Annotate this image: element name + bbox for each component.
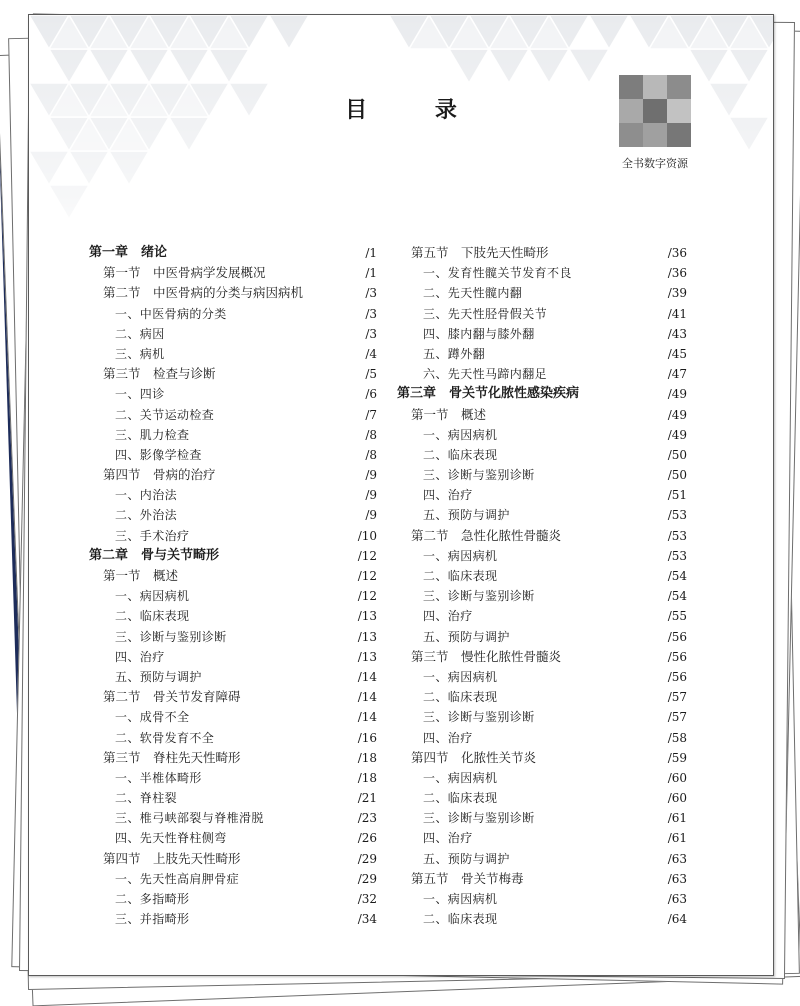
toc-page-number: /43 — [667, 326, 687, 341]
toc-chapter[interactable] — [397, 384, 687, 404]
toc-page-number: /60 — [667, 791, 687, 806]
toc-entry-title: 第一节 概述 — [411, 406, 487, 422]
toc-subsection[interactable] — [397, 344, 687, 364]
toc-entry-title: 四、先天性脊柱侧弯 — [115, 831, 227, 846]
toc-subsection[interactable] — [89, 808, 377, 828]
toc-entry-title: 一、四诊 — [115, 387, 165, 402]
toc-entry-title: 一、病因病机 — [423, 669, 498, 684]
toc-entry-title: 一、成骨不全 — [115, 710, 190, 725]
toc-subsection[interactable] — [397, 909, 687, 929]
toc-entry-title: 三、诊断与鉴别诊断 — [115, 629, 227, 644]
toc-page-number: /45 — [667, 346, 687, 361]
toc-page-number: /23 — [357, 811, 377, 826]
toc-page — [28, 14, 774, 976]
toc-entry-title: 三、诊断与鉴别诊断 — [423, 468, 535, 483]
toc-entry-title: 一、中医骨病的分类 — [115, 306, 227, 321]
toc-page-number: /64 — [667, 912, 687, 927]
toc-entry-title: 一、内治法 — [115, 488, 178, 503]
toc-entry-title: 二、脊柱裂 — [115, 791, 178, 806]
toc-entry-title: 三、并指畸形 — [115, 912, 190, 927]
toc-subsection[interactable] — [89, 889, 377, 909]
toc-page-number: /49 — [667, 407, 687, 422]
toc-entry-title: 五、预防与调护 — [423, 508, 510, 523]
toc-page-number: /21 — [357, 791, 377, 806]
toc-page-number: /1 — [365, 246, 377, 260]
toc-page-number: /14 — [357, 710, 377, 725]
toc-page-number: /3 — [365, 326, 377, 341]
toc-entry-title: 五、预防与调护 — [423, 629, 510, 644]
toc-entry-title: 第三章 骨关节化脓性感染疾病 — [397, 386, 580, 402]
toc-page-number: /53 — [667, 528, 687, 543]
toc-page-number: /3 — [365, 286, 377, 301]
toc-page-number: /54 — [667, 589, 687, 604]
toc-entry-title: 第三节 检查与诊断 — [103, 366, 216, 382]
toc-subsection[interactable] — [397, 768, 687, 788]
toc-page-number: /63 — [667, 892, 687, 906]
toc-subsection[interactable] — [89, 304, 377, 324]
toc-entry-title: 一、先天性高肩胛骨症 — [115, 871, 240, 886]
toc-entry-title: 三、诊断与鉴别诊断 — [423, 811, 535, 826]
toc-subsection[interactable] — [89, 526, 377, 546]
toc-page-number: /13 — [357, 609, 377, 624]
toc-entry-title: 四、治疗 — [423, 831, 473, 846]
toc-page-number: /41 — [667, 306, 687, 321]
toc-entry-title: 第一节 概述 — [103, 568, 179, 583]
toc-subsection[interactable] — [397, 808, 687, 828]
toc-subsection[interactable] — [397, 788, 687, 808]
toc-entry-title: 三、诊断与鉴别诊断 — [423, 710, 535, 725]
toc-subsection[interactable] — [397, 667, 687, 687]
toc-entry-title: 第三节 脊柱先天性畸形 — [103, 749, 241, 765]
toc-subsection[interactable] — [397, 606, 687, 626]
toc-entry-title: 三、病机 — [115, 346, 165, 361]
toc-subsection[interactable] — [89, 728, 377, 748]
toc-subsection[interactable] — [397, 485, 687, 505]
toc-entry-title: 一、病因病机 — [115, 589, 190, 604]
toc-subsection[interactable] — [89, 445, 377, 465]
toc-subsection[interactable] — [397, 364, 687, 384]
toc-entry-title: 第一节 中医骨病学发展概况 — [103, 265, 266, 281]
toc-page-number: /18 — [357, 750, 377, 765]
toc-section[interactable] — [89, 283, 377, 303]
toc-page-number: /29 — [357, 851, 377, 866]
page-title: 目 录 — [345, 98, 487, 123]
toc-entry-title: 四、膝内翻与膝外翻 — [423, 326, 535, 341]
toc-page-number: /9 — [365, 488, 377, 503]
toc-subsection[interactable] — [89, 384, 377, 404]
toc-subsection[interactable] — [89, 828, 377, 848]
toc-entry-title: 二、多指畸形 — [115, 892, 190, 906]
toc-entry-title: 三、椎弓峡部裂与脊椎滑脱 — [115, 811, 264, 826]
toc-page-number: /16 — [357, 730, 377, 745]
toc-subsection[interactable] — [397, 283, 687, 303]
toc-page-number: /36 — [667, 246, 687, 260]
toc-entry-title: 三、先天性胫骨假关节 — [423, 306, 548, 321]
toc-subsection[interactable] — [397, 304, 687, 324]
toc-page-number: /5 — [365, 367, 377, 382]
toc-page-number: /14 — [357, 669, 377, 684]
toc-page-number: /53 — [667, 548, 687, 563]
toc-page-number: /58 — [667, 730, 687, 745]
toc-page-number: /61 — [667, 811, 687, 826]
qr-code-icon[interactable] — [619, 75, 691, 147]
toc-section[interactable] — [397, 243, 687, 263]
toc-page-number: /8 — [365, 447, 377, 462]
toc-entry-title: 第二章 骨与关节畸形 — [89, 547, 220, 563]
toc-entry-title: 二、先天性髋内翻 — [423, 286, 523, 301]
toc-left-column — [89, 243, 377, 929]
toc-subsection[interactable] — [89, 505, 377, 525]
toc-subsection[interactable] — [89, 344, 377, 364]
toc-subsection[interactable] — [89, 405, 377, 425]
toc-subsection[interactable] — [89, 485, 377, 505]
toc-entry-title: 二、关节运动检查 — [115, 407, 215, 422]
toc-subsection[interactable] — [397, 889, 687, 909]
toc-entry-title: 一、半椎体畸形 — [115, 770, 202, 785]
toc-page-number: /14 — [357, 690, 377, 705]
toc-entry-title: 一、病因病机 — [423, 427, 498, 442]
toc-page-number: /56 — [667, 649, 687, 664]
toc-entry-title: 二、临床表现 — [423, 690, 498, 705]
toc-section[interactable] — [397, 869, 687, 889]
toc-entry-title: 第四节 骨病的治疗 — [103, 467, 216, 483]
toc-page-number: /18 — [357, 770, 377, 785]
toc-subsection[interactable] — [397, 728, 687, 748]
toc-entry-title: 四、影像学检查 — [115, 447, 202, 462]
toc-page-number: /56 — [667, 669, 687, 684]
toc-subsection[interactable] — [397, 849, 687, 869]
toc-subsection[interactable] — [397, 546, 687, 566]
toc-section[interactable] — [397, 526, 687, 546]
toc-entry-title: 第二节 急性化脓性骨髓炎 — [411, 527, 562, 543]
toc-section[interactable] — [89, 748, 377, 768]
toc-section[interactable] — [397, 748, 687, 768]
toc-page-number: /12 — [357, 548, 377, 563]
toc-entry-title: 一、发育性髋关节发育不良 — [423, 266, 572, 281]
toc-page-number: /32 — [357, 892, 377, 906]
toc-subsection[interactable] — [89, 324, 377, 344]
toc-subsection[interactable] — [397, 445, 687, 465]
toc-subsection[interactable] — [397, 566, 687, 586]
toc-page-number: /13 — [357, 649, 377, 664]
toc-page-number: /49 — [667, 387, 687, 402]
toc-page-number: /13 — [357, 629, 377, 644]
toc-entry-title: 第四节 上肢先天性畸形 — [103, 850, 241, 866]
toc-subsection[interactable] — [397, 505, 687, 525]
toc-page-number: /3 — [365, 306, 377, 321]
toc-entry-title: 第三节 慢性化脓性骨髓炎 — [411, 648, 562, 664]
toc-subsection[interactable] — [397, 465, 687, 485]
toc-entry-title: 二、外治法 — [115, 508, 178, 523]
toc-page-number: /49 — [667, 427, 687, 442]
toc-subsection[interactable] — [397, 425, 687, 445]
toc-subsection[interactable] — [397, 263, 687, 283]
toc-section[interactable] — [397, 405, 687, 425]
toc-subsection[interactable] — [89, 788, 377, 808]
toc-page-number: /34 — [357, 912, 377, 927]
toc-entry-title: 第四节 化脓性关节炎 — [411, 749, 537, 765]
toc-entry-title: 二、临床表现 — [423, 912, 498, 927]
toc-entry-title: 二、临床表现 — [423, 791, 498, 806]
toc-chapter[interactable] — [89, 546, 377, 566]
toc-entry-title: 五、预防与调护 — [423, 851, 510, 866]
toc-page-number: /26 — [357, 831, 377, 846]
toc-page-number: /50 — [667, 468, 687, 483]
toc-entry-title: 三、肌力检查 — [115, 427, 190, 442]
toc-subsection[interactable] — [89, 647, 377, 667]
toc-chapter[interactable] — [89, 243, 377, 263]
toc-entry-title: 二、病因 — [115, 326, 165, 341]
toc-page-number: /54 — [667, 569, 687, 583]
toc-page-number: /10 — [357, 528, 377, 543]
toc-entry-title: 第二节 骨关节发育障碍 — [103, 689, 241, 705]
toc-page-number: /61 — [667, 831, 687, 846]
toc-subsection[interactable] — [89, 909, 377, 929]
toc-section[interactable] — [89, 849, 377, 869]
toc-right-column — [397, 243, 687, 929]
toc-entry-title: 一、病因病机 — [423, 770, 498, 785]
toc-subsection[interactable] — [397, 627, 687, 647]
toc-subsection[interactable] — [397, 324, 687, 344]
toc-page-number: /57 — [667, 710, 687, 725]
toc-page-number: /9 — [365, 508, 377, 523]
toc-page-number: /63 — [667, 871, 687, 886]
toc-subsection[interactable] — [397, 687, 687, 707]
toc-subsection[interactable] — [89, 606, 377, 626]
toc-page-number: /63 — [667, 851, 687, 866]
toc-subsection[interactable] — [397, 828, 687, 848]
toc-entry-title: 第五节 下肢先天性畸形 — [411, 245, 549, 260]
toc-page-number: /9 — [365, 468, 377, 483]
toc-subsection[interactable] — [89, 667, 377, 687]
toc-subsection[interactable] — [89, 627, 377, 647]
toc-section[interactable] — [397, 647, 687, 667]
toc-entry-title: 第五节 骨关节梅毒 — [411, 870, 524, 886]
toc-entry-title: 四、治疗 — [423, 609, 473, 624]
toc-page-number: /59 — [667, 750, 687, 765]
toc-section[interactable] — [89, 263, 377, 283]
toc-page-number: /53 — [667, 508, 687, 523]
toc-entry-title: 四、治疗 — [423, 730, 473, 745]
toc-subsection[interactable] — [397, 586, 687, 606]
toc-entry-title: 第二节 中医骨病的分类与病因病机 — [103, 285, 304, 301]
toc-entry-title: 二、软骨发育不全 — [115, 730, 215, 745]
toc-section[interactable] — [89, 687, 377, 707]
toc-subsection[interactable] — [89, 586, 377, 606]
toc-subsection[interactable] — [89, 869, 377, 889]
toc-page-number: /50 — [667, 447, 687, 462]
toc-entry-title: 四、治疗 — [115, 649, 165, 664]
toc-page-number: /51 — [667, 488, 687, 503]
toc-entry-title: 三、手术治疗 — [115, 528, 190, 543]
toc-entry-title: 三、诊断与鉴别诊断 — [423, 589, 535, 604]
toc-entry-title: 二、临床表现 — [423, 447, 498, 462]
toc-page-number: /39 — [667, 286, 687, 301]
toc-page-number: /36 — [667, 266, 687, 281]
toc-entry-title: 五、蹲外翻 — [423, 346, 486, 361]
toc-page-number: /60 — [667, 770, 687, 785]
qr-caption: 全书数字资源 — [622, 157, 688, 170]
toc-entry-title: 四、治疗 — [423, 488, 473, 503]
toc-entry-title: 五、预防与调护 — [115, 669, 202, 684]
toc-section[interactable] — [89, 566, 377, 586]
toc-entry-title: 二、临床表现 — [423, 569, 498, 583]
toc-entry-title: 一、病因病机 — [423, 892, 498, 906]
toc-subsection[interactable] — [89, 707, 377, 727]
toc-section[interactable] — [89, 465, 377, 485]
toc-page-number: /8 — [365, 427, 377, 442]
toc-page-number: /1 — [365, 266, 377, 281]
toc-entry-title: 一、病因病机 — [423, 548, 498, 563]
toc-subsection[interactable] — [89, 425, 377, 445]
toc-page-number: /29 — [357, 871, 377, 886]
toc-entry-title: 六、先天性马蹄内翻足 — [423, 367, 548, 382]
toc-subsection[interactable] — [397, 707, 687, 727]
toc-subsection[interactable] — [89, 768, 377, 788]
toc-page-number: /12 — [357, 589, 377, 604]
toc-page-number: /56 — [667, 629, 687, 644]
toc-page-number: /6 — [365, 387, 377, 402]
toc-page-number: /57 — [667, 690, 687, 705]
toc-page-number: /4 — [365, 346, 377, 361]
toc-page-number: /7 — [365, 407, 377, 422]
toc-page-number: /55 — [667, 609, 687, 624]
toc-page-number: /47 — [667, 367, 687, 382]
toc-entry-title: 二、临床表现 — [115, 609, 190, 624]
toc-entry-title: 第一章 绪论 — [89, 245, 168, 260]
toc-section[interactable] — [89, 364, 377, 384]
toc-page-number: /12 — [357, 569, 377, 583]
